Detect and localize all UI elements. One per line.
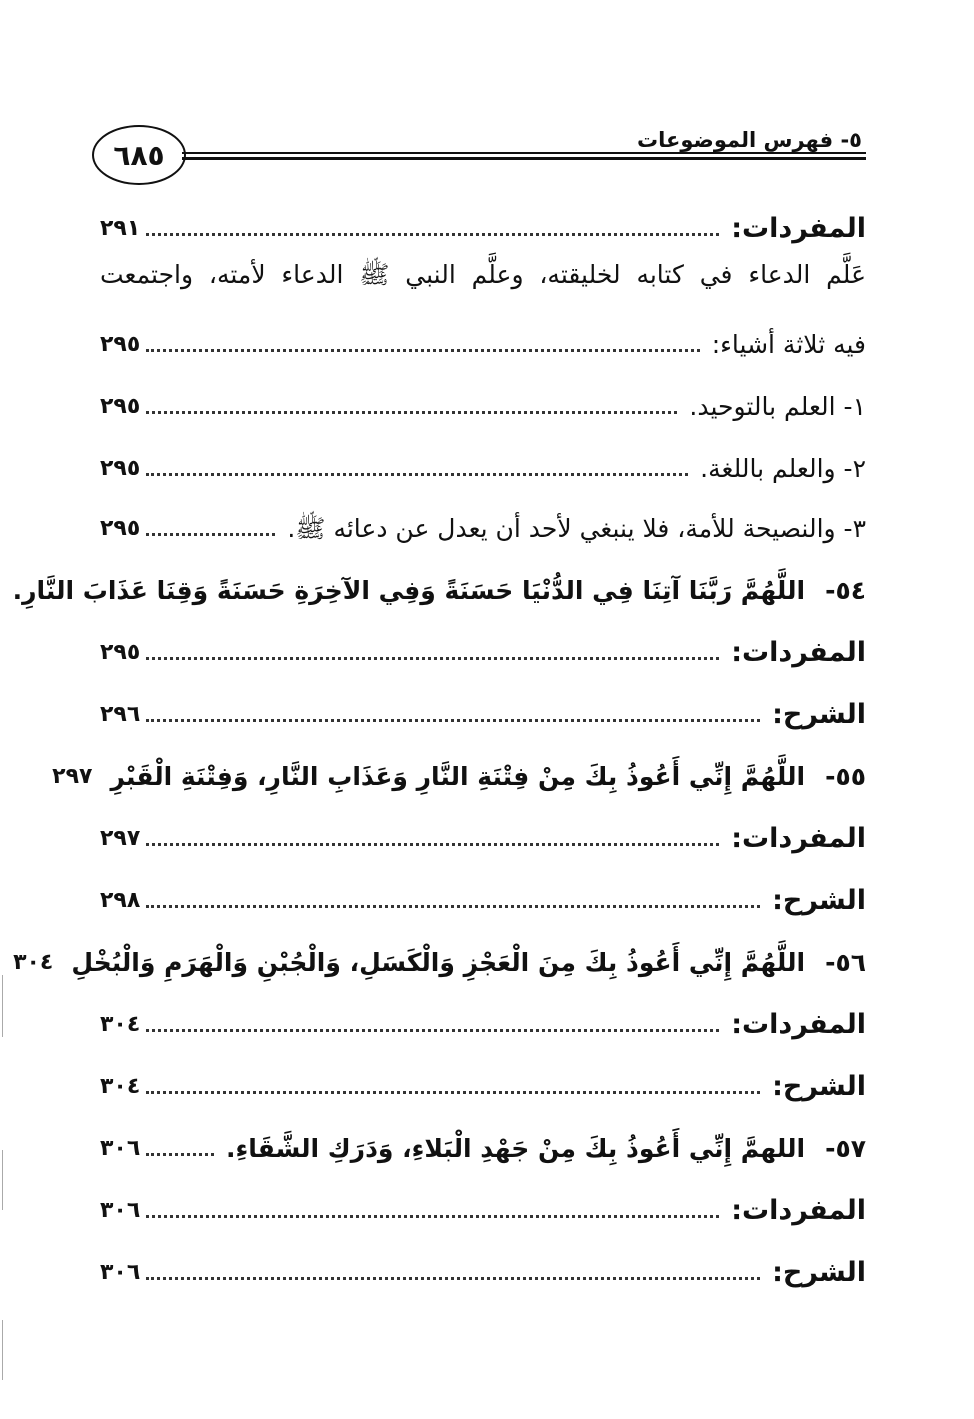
toc-entry-page: ٣٠٤ <box>100 1074 141 1099</box>
toc-entry-page: ٢٩٥ <box>100 640 141 665</box>
toc-entry <box>100 1048 866 1104</box>
toc-entry <box>100 614 866 670</box>
dot-leader <box>146 843 719 846</box>
toc-entry-label: اللَّهُمَّ إِنِّي أَعُوذُ بِكَ مِنْ فِتْنَةِ النَّارِ وَعَذَابِ النَّارِ، وَفِتْنَةِ الْقَبْرِ <box>110 762 806 791</box>
toc-entry-number: ٥٧- <box>825 1134 866 1163</box>
dot-leader <box>146 533 275 536</box>
toc-entry-label: الشرح: <box>772 1257 866 1288</box>
toc-entry <box>100 862 866 918</box>
running-header-title: ٥- فهرس الموضوعات <box>637 128 862 152</box>
toc-entry-label: فيه ثلاثة أشياء: <box>711 330 866 359</box>
toc-entry-page: ٣٠٦ <box>100 1136 141 1161</box>
toc-entry-page: ٢٩١ <box>100 216 141 241</box>
toc-entry-label: الشرح: <box>772 1071 866 1102</box>
toc-entry-label: ٢- والعلم باللغة. <box>700 454 866 483</box>
scan-margin-mark <box>2 1150 3 1210</box>
toc-entry-number: ٥٦- <box>825 948 866 977</box>
toc-entry-label: اللهمَّ إِنِّي أَعُوذُ بِكَ مِنْ جَهْدِ الْبَلاءِ، وَدَرَكِ الشَّقَاءِ. <box>226 1134 806 1163</box>
toc-entry <box>100 1234 866 1290</box>
toc-entry-page: ٢٩٥ <box>100 456 141 481</box>
dot-leader <box>146 1153 214 1156</box>
dot-leader <box>146 349 699 352</box>
toc-entry-page: ٢٩٧ <box>52 764 93 789</box>
toc-entry-page: ٣٠٦ <box>100 1198 141 1223</box>
toc-entry-number: ٥٥- <box>825 762 866 791</box>
toc-entry-label: اللَّهُمَّ رَبَّنَا آتِنَا فِي الدُّنْيَا حَسَنَةً وَفِي الآخِرَةِ حَسَنَةً وَقِنَا عَذَابَ النَّارِ. <box>12 576 806 605</box>
toc-entry-page: ٢٩٦ <box>100 702 141 727</box>
page-number-oval <box>92 125 186 185</box>
toc-entry-page: ٣٠٤ <box>100 1012 141 1037</box>
toc-entry-label: الشرح: <box>772 885 866 916</box>
toc-entry <box>100 306 866 362</box>
toc-entry-page: ٣٠٦ <box>100 1260 141 1285</box>
intro-paragraph-line: عَلَّم الدعاء في كتابه لخليقته، وعلَّم النبي ﷺ الدعاء لأمته، واجتمعت <box>100 260 866 289</box>
dot-leader <box>146 1277 760 1280</box>
toc-entry <box>100 430 866 486</box>
toc-entry-page: ٢٩٥ <box>100 516 141 541</box>
dot-leader <box>146 1091 760 1094</box>
scan-margin-mark <box>2 1320 3 1380</box>
toc-entry-page: ٢٩٧ <box>100 826 141 851</box>
page-number: ٦٨٥ <box>113 138 165 172</box>
dot-leader <box>146 719 760 722</box>
toc-entry <box>100 676 866 732</box>
toc-entry <box>100 986 866 1042</box>
dot-leader <box>146 657 719 660</box>
toc-entry-number: ٥٤- <box>825 576 866 605</box>
dot-leader <box>146 905 760 908</box>
toc-entry-label: ١- العلم بالتوحيد. <box>689 392 866 421</box>
header-rule-thick <box>182 157 866 160</box>
toc-entry <box>100 1110 866 1166</box>
toc-entry <box>100 368 866 424</box>
toc-entry <box>100 800 866 856</box>
scan-margin-mark <box>2 975 3 1037</box>
toc-entry <box>52 738 866 794</box>
toc-entry-page: ٣٠٤ <box>13 950 54 975</box>
toc-entry <box>100 490 866 546</box>
toc-entry-page: ٢٩٨ <box>100 888 141 913</box>
header-rule-thin <box>182 152 866 154</box>
toc-entry <box>13 924 866 980</box>
toc-entry-page: ٢٩٥ <box>100 394 141 419</box>
toc-entry-label: المفردات: <box>731 213 866 244</box>
dot-leader <box>146 1215 719 1218</box>
dot-leader <box>146 1029 719 1032</box>
toc-entry-label: المفردات: <box>731 823 866 854</box>
toc-entry-page: ٢٩٥ <box>100 332 141 357</box>
toc-entry-label: ٣- والنصيحة للأمة، فلا ينبغي لأحد أن يعدل عن دعائه ﷺ. <box>287 514 866 543</box>
toc-entry-label: اللَّهُمَّ إِنِّي أَعُوذُ بِكَ مِنَ الْعَجْزِ وَالْكَسَلِ، وَالْجُبْنِ وَالْهَرَمِ وَالْبُخْلِ <box>71 948 806 977</box>
toc-entry-label: المفردات: <box>731 637 866 668</box>
toc-entry <box>100 190 866 246</box>
dot-leader <box>146 411 677 414</box>
toc-entry <box>12 552 866 608</box>
toc-entry-label: الشرح: <box>772 699 866 730</box>
dot-leader <box>146 473 688 476</box>
dot-leader <box>146 233 719 236</box>
toc-entry-label: المفردات: <box>731 1009 866 1040</box>
toc-entry-label: المفردات: <box>731 1195 866 1226</box>
toc-entry <box>100 1172 866 1228</box>
